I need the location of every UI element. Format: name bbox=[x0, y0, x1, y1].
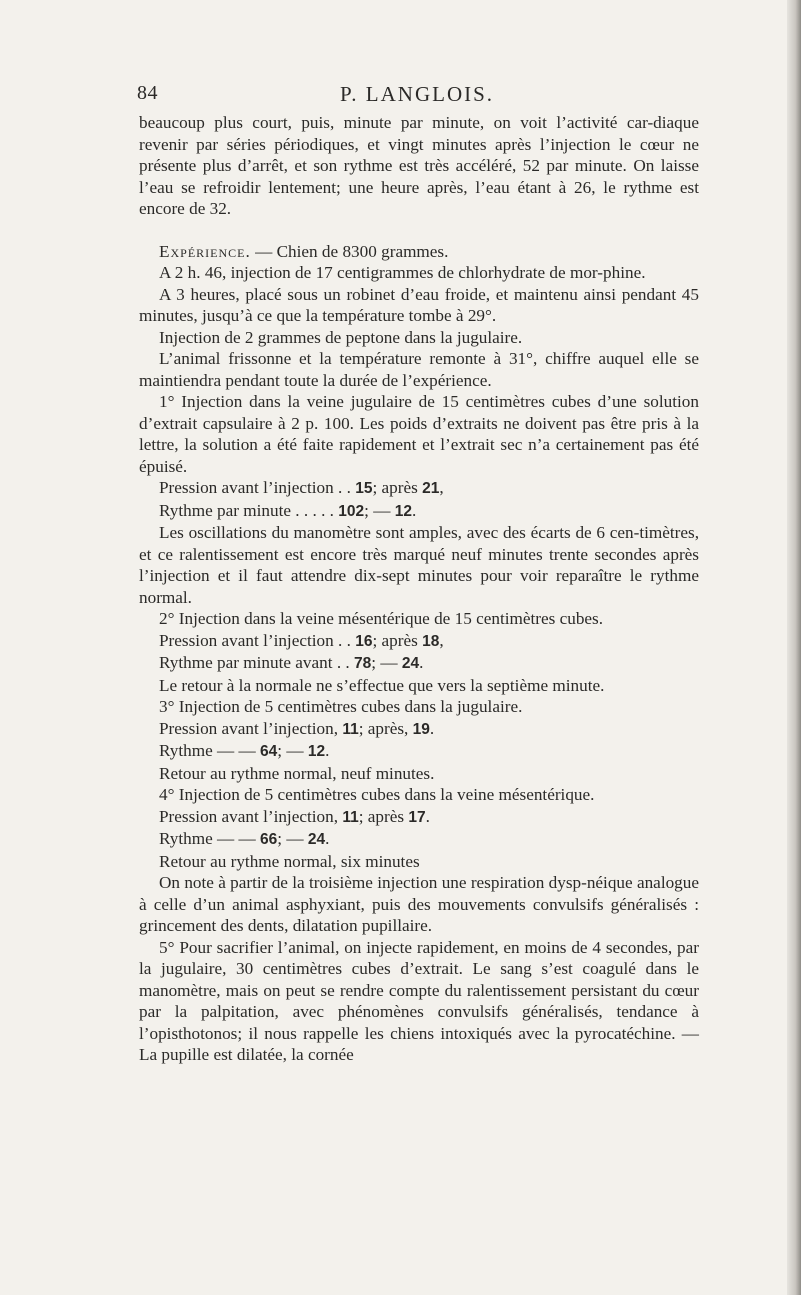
paragraph: A 2 h. 46, injection de 17 centigrammes de chlorhydrate de mor-phine. bbox=[159, 263, 646, 282]
measure-pre: Rythme — — bbox=[159, 829, 261, 848]
measure-value: 24 bbox=[401, 655, 420, 672]
measure-value: 11 bbox=[342, 720, 359, 738]
measure-mid: ; — bbox=[364, 500, 395, 520]
paragraph: Retour au rythme normal, six minutes bbox=[159, 851, 420, 871]
page-number: 84 bbox=[137, 82, 158, 104]
measure-value: 12 bbox=[307, 743, 326, 760]
measure-value: 17 bbox=[408, 808, 426, 826]
measure-value: 11 bbox=[342, 808, 359, 826]
measure-post: . bbox=[425, 806, 430, 826]
measure-value: 12 bbox=[394, 502, 412, 520]
measure-post: . bbox=[325, 741, 330, 760]
measure-value: 24 bbox=[307, 831, 326, 848]
paragraph: L’animal frissonne et la température remonte à 31°, chiffre auquel elle se maintiendra pendant toute la durée de l’expérience. bbox=[139, 349, 699, 390]
measure-value: 16 bbox=[355, 632, 373, 650]
measure-pre: Rythme — — bbox=[159, 741, 261, 760]
page-edge-shadow bbox=[787, 0, 801, 1295]
measure-pre: Pression avant l’injection, bbox=[159, 718, 343, 738]
measure-post: , bbox=[439, 478, 444, 497]
measure-mid: ; — bbox=[371, 653, 402, 672]
paragraph: Le retour à la normale ne s’effectue que vers la septième minute. bbox=[159, 675, 605, 695]
measure-mid: ; après bbox=[358, 806, 409, 826]
measure-value: 64 bbox=[260, 743, 278, 760]
experiment-label: Expérience. bbox=[159, 241, 251, 261]
measurement-line bbox=[139, 740, 699, 763]
measure-mid: ; — bbox=[277, 829, 308, 848]
paragraph: 4° Injection de 5 centimètres cubes dans la veine mésentérique. bbox=[159, 785, 595, 804]
measure-value: 78 bbox=[354, 655, 372, 672]
measurement-line bbox=[139, 630, 699, 653]
measure-pre: Rythme par minute . . . . . bbox=[159, 500, 339, 520]
paragraph: 3° Injection de 5 centimètres cubes dans la jugulaire. bbox=[159, 697, 523, 716]
measure-value: 15 bbox=[355, 480, 373, 497]
experiment-subject: — Chien de 8300 grammes. bbox=[250, 241, 449, 261]
paragraph: Injection de 2 grammes de peptone dans la jugulaire. bbox=[159, 327, 523, 347]
measure-post: . bbox=[411, 500, 417, 520]
paragraph: Retour au rythme normal, neuf minutes. bbox=[159, 763, 435, 783]
measurement-line bbox=[139, 828, 699, 851]
measurement-line bbox=[139, 806, 699, 829]
measure-post: . bbox=[419, 653, 424, 672]
paragraph: A 3 heures, placé sous un robinet d’eau froide, et maintenu ainsi pendant 45 minutes, jusqu’à ce que la température tombe à 29°. bbox=[139, 284, 699, 325]
measure-value: 19 bbox=[412, 720, 430, 738]
measurement-line bbox=[139, 718, 699, 741]
paragraph: 1° Injection dans la veine jugulaire de 15 centimètres cubes d’une solution d’extrait capsulaire à 2 p. 100. Les poids d’extraits ne doivent pas être pris à la lettre, la solution a été faite rapidement et l’extrait sec n’a certainement pas été épuisé. bbox=[139, 392, 699, 476]
experiment-heading bbox=[139, 241, 699, 263]
measure-pre: Pression avant l’injection, bbox=[159, 806, 343, 826]
measure-mid: ; après bbox=[372, 630, 423, 650]
measure-post: . bbox=[429, 718, 435, 738]
measure-value: 18 bbox=[422, 632, 440, 650]
paragraph: beaucoup plus court, puis, minute par minute, on voit l’activité car-diaque revenir par séries périodiques, et vingt minutes après l’injection le cœur ne présente plus d’arrêt, et son rythme est très accéléré, 52 par minute. On laisse l’eau se refroidir lentement; une heure après, l’eau étant à 26, le rythme est encore de 32. bbox=[139, 113, 699, 218]
measure-value: 66 bbox=[260, 831, 278, 848]
paragraph: Les oscillations du manomètre sont amples, avec des écarts de 6 cen-timètres, et ce ralentissement est encore très marqué neuf minutes trente secondes après l’injection et il faut attendre dix-sept minutes pour voir reparaître le rythme normal. bbox=[139, 523, 699, 607]
measure-post: . bbox=[325, 829, 330, 848]
measurement-line bbox=[139, 652, 699, 675]
page-header bbox=[137, 82, 697, 112]
paragraph: 2° Injection dans la veine mésentérique de 15 centimètres cubes. bbox=[159, 609, 604, 628]
running-head: P. LANGLOIS. bbox=[339, 82, 495, 106]
paragraph: 5° Pour sacrifier l’animal, on injecte rapidement, en moins de 4 secondes, par la jugulaire, 30 centimètres cubes d’extrait. Le sang s’est coagulé dans le manomètre, mais on peut se rendre compte du ralentissement persistant du cœur par la palpitation, avec phénomènes convulsifs généralisés, tendance à l’opisthotonos; il nous rappelle les chiens intoxiqués avec la pyrocatéchine. — La pupille est dilatée, la cornée bbox=[139, 937, 699, 1064]
paragraph: On note à partir de la troisième injection une respiration dysp-néique analogue à celle d’un animal asphyxiant, puis des mouvements convulsifs généralisés : grincement des dents, dilatation pupillaire. bbox=[139, 873, 699, 935]
body-text bbox=[139, 112, 699, 1066]
measure-value: 21 bbox=[422, 480, 440, 497]
measure-mid: ; après bbox=[372, 478, 423, 497]
measure-mid: ; — bbox=[277, 741, 308, 760]
measure-pre: Pression avant l’injection . . bbox=[159, 630, 356, 650]
measurement-line bbox=[139, 477, 699, 500]
measurement-line bbox=[139, 500, 699, 523]
measure-mid: ; après, bbox=[358, 718, 413, 738]
measure-pre: Rythme par minute avant . . bbox=[159, 653, 355, 672]
measure-value: 102 bbox=[338, 502, 365, 520]
measure-pre: Pression avant l’injection . . bbox=[159, 478, 356, 497]
measure-post: , bbox=[439, 630, 444, 650]
